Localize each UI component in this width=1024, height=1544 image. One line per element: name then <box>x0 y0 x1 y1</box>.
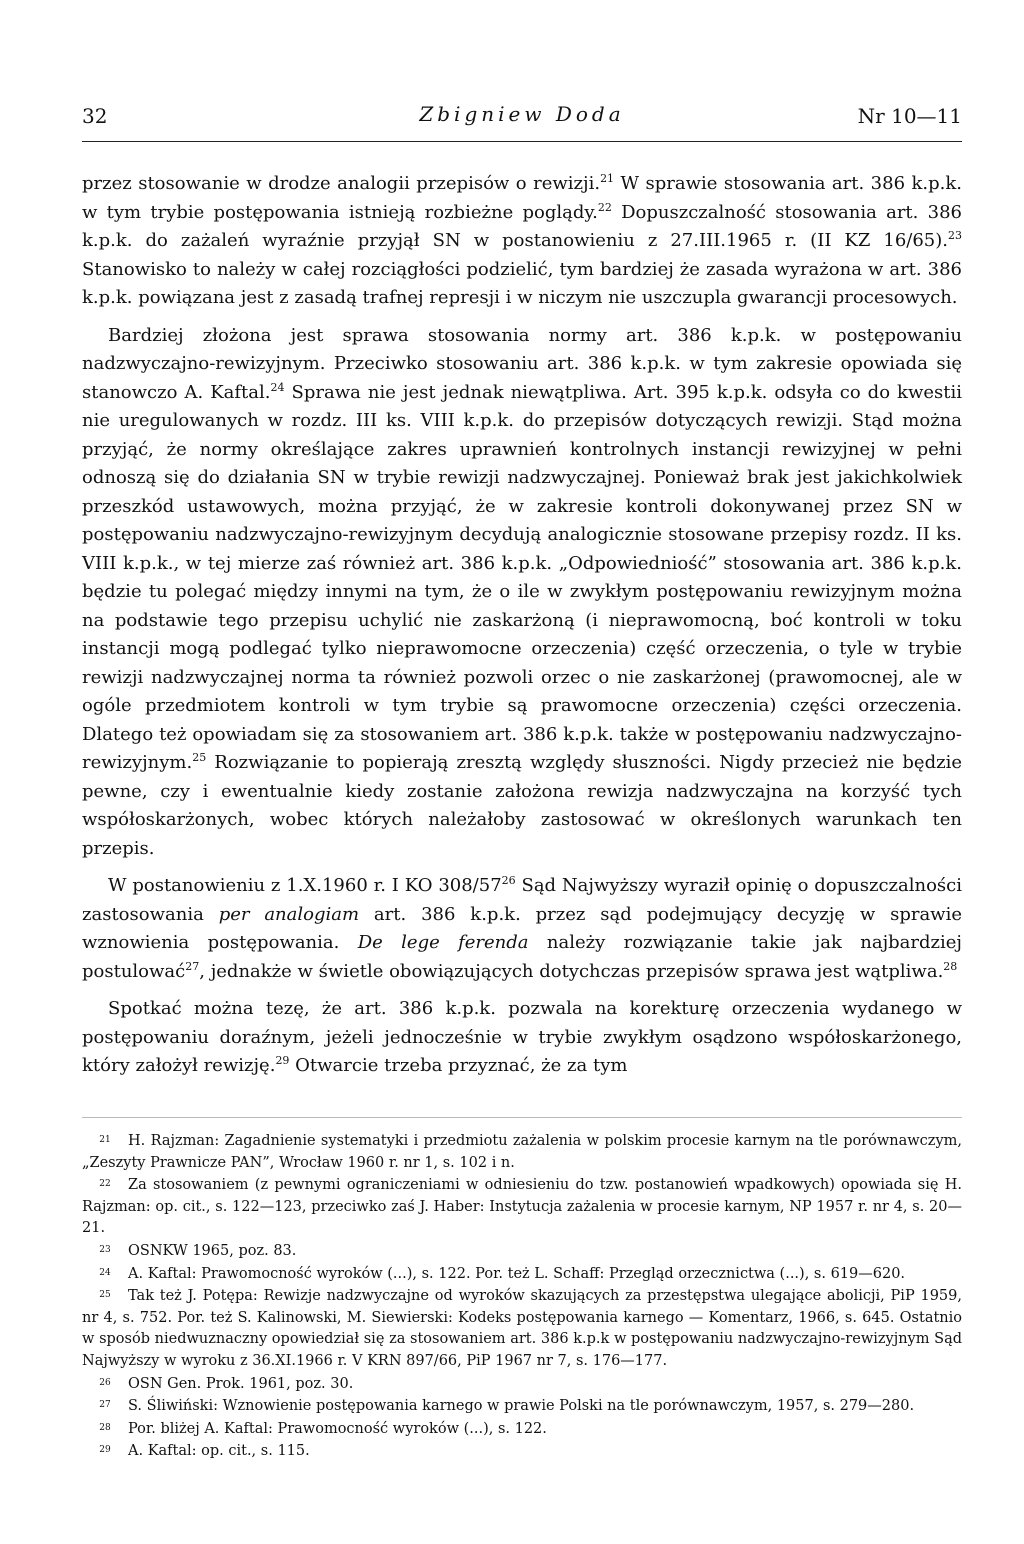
footnote-number: 26 <box>99 1377 111 1388</box>
page-number: 32 <box>82 104 108 128</box>
footnote-ref: 22 <box>597 200 612 214</box>
footnote-text: Tak też J. Potępa: Rewizje nadzwyczajne od wyroków skazujących za przestępstwa ulegające abolicji, PiP 1959, nr 4, s. 752. Por. też S. Kalinowski, M. Siewierski: Kodeks postępowania karnego — Komentarz, 1966, s. 645. Ostatnio w sposób niedwuznaczny opowiedział się za stosowaniem art. 386 k.p.k w postępowaniu nadzwyczajno-rewizyjnym Sąd Najwyższy w wyroku z 36.XI.1966 r. V KRN 897/66, PiP 1967 nr 7, s. 176—177. <box>82 1288 962 1369</box>
footnote <box>82 1418 962 1441</box>
footnote-number: 22 <box>99 1179 111 1190</box>
text-run: Sąd Najwyższy wyraził opinię o dopuszczalności zastosowania <box>82 875 963 925</box>
footnote-number: 21 <box>99 1135 111 1145</box>
text-run: Rozwiązanie to popierają zresztą względy słuszności. Nigdy przecież nie będzie pewne, czy i ewentualnie kiedy zostanie założona rewizja nadzwyczajna na korzyść tych współoskarżonych, wobec których należałoby zastosować w określonych warunkach ten przepis. <box>82 752 962 859</box>
text-run: Otwarcie trzeba przyznać, że za tym <box>289 1055 628 1076</box>
footnotes <box>82 1130 962 1463</box>
main-text <box>82 170 962 1081</box>
italic-term: De lege ferenda <box>357 932 529 953</box>
paragraph-3 <box>82 872 962 986</box>
footnote-number: 28 <box>99 1422 111 1433</box>
paragraph-2 <box>82 322 962 864</box>
text-run: W postanowieniu z 1.X.1960 r. I KO 308/57 <box>108 875 502 896</box>
paragraph-1 <box>82 170 962 313</box>
footnote-text: OSN Gen. Prok. 1961, poz. 30. <box>128 1375 354 1392</box>
footnote-rule <box>82 1117 962 1118</box>
footnote <box>82 1440 962 1463</box>
footnote-ref: 24 <box>270 380 285 394</box>
footnote <box>82 1395 962 1418</box>
footnote-text: Por. bliżej A. Kaftal: Prawomocność wyroków (...), s. 122. <box>128 1420 547 1437</box>
footnote <box>82 1285 962 1372</box>
footnote-ref: 29 <box>275 1054 290 1067</box>
running-author: Zbigniew Doda <box>419 102 625 126</box>
text-run: art. 386 k.p.k. przez sąd podejmujący decyzję w sprawie wznowienia postępowania. <box>82 903 962 953</box>
footnote-ref: 28 <box>943 959 958 973</box>
header-rule <box>82 141 962 142</box>
footnote-number: 27 <box>99 1400 111 1411</box>
footnote-ref: 23 <box>948 229 962 242</box>
footnote-text: Za stosowaniem (z pewnymi ograniczeniami w odniesieniu do tzw. postanowień wpadkowych) opowiada się H. Rajzman: op. cit., s. 122—123, przeciwko zaś J. Haber: Instytucja zażalenia w procesie karnym, NP 1957 r. nr 4, s. 20—21. <box>82 1177 962 1237</box>
footnote-ref: 21 <box>600 172 615 185</box>
footnote <box>82 1373 962 1396</box>
text-run: W sprawie stosowania art. 386 k.p.k. w tym trybie postępowania istnieją rozbieżne poglądy. <box>82 173 963 223</box>
footnote-number: 23 <box>99 1244 111 1255</box>
footnote <box>82 1240 962 1263</box>
footnote <box>82 1174 962 1240</box>
text-run: Dopuszczalność stosowania art. 386 k.p.k. do zażaleń wyraźnie przyjął SN w postanowieniu z 27.III.1965 r. (II KZ 16/65). <box>82 201 962 251</box>
footnote-number: 29 <box>99 1445 111 1456</box>
paragraph-4 <box>82 995 962 1081</box>
text-run: należy rozwiązanie takie jak najbardziej postulować <box>82 932 963 982</box>
footnote <box>82 1263 962 1286</box>
italic-term: per analogiam <box>218 903 360 925</box>
text-run: Stanowisko to należy w całej rozciągłości podzielić, tym bardziej że zasada wyrażona w art. 386 k.p.k. powiązana jest z zasadą trafnej represji i w niczym nie uszczupla gwarancji procesowych. <box>82 258 962 308</box>
text-run: Bardziej złożona jest sprawa stosowania normy art. 386 k.p.k. w postępowaniu nadzwyczajno-rewizyjnym. Przeciwko stosowaniu art. 386 k.p.k. w tym zakresie opowiada się stanowczo A. Kaftal. <box>82 324 962 403</box>
running-header <box>82 96 962 136</box>
footnote-number: 25 <box>99 1290 111 1301</box>
footnote-text: S. Śliwiński: Wznowienie postępowania karnego w prawie Polski na tle porównawczym, 1957, s. 279—280. <box>128 1398 915 1415</box>
footnote-ref: 25 <box>192 751 207 764</box>
issue-number: Nr 10—11 <box>857 104 962 128</box>
footnote <box>82 1130 962 1174</box>
text-run: , jednakże w świetle obowiązujących dotychczas przepisów sprawa jest wątpliwa. <box>199 960 944 982</box>
footnote-text: H. Rajzman: Zagadnienie systematyki i przedmiotu zażalenia w polskim procesie karnym na tle porównawczym, „Zeszyty Prawnicze PAN”, Wrocław 1960 r. nr 1, s. 102 i n. <box>82 1133 962 1171</box>
footnote-ref: 26 <box>501 874 516 887</box>
footnote-ref: 27 <box>185 959 200 973</box>
text-run: przez stosowanie w drodze analogii przepisów o rewizji. <box>82 173 601 194</box>
footnote-text: A. Kaftal: op. cit., s. 115. <box>128 1443 310 1460</box>
text-run: Sprawa nie jest jednak niewątpliwa. Art. 395 k.p.k. odsyła co do kwestii nie uregulowanych w rozdz. III ks. VIII k.p.k. do przepisów dotyczących rewizji. Stąd można przyjąć, że normy określające zakres uprawnień kontrolnych instancji rewizyjnej w pełni odnoszą się do działania SN w trybie rewizji nadzwyczajnej. Ponieważ brak jest jakichkolwiek przeszkód ustawowych, można przyjąć, że w zakresie kontroli dokonywanej przez SN w postępowaniu nadzwyczajno-rewizyjnym decydują analogicznie stosowane przepisy rozdz. II ks. VIII k.p.k., w tej mierze zaś również art. 386 k.p.k. „Odpowiedniość” stosowania art. 386 k.p.k. będzie tu polegać między innymi na tym, że o ile w zwykłym postępowaniu rewizyjnym można na podstawie tego przepisu uchylić nie zaskarżoną (i nieprawomocną, boć kontroli w toku instancji mogą podlegać tylko nieprawomocne orzeczenia) część orzeczenia, o tyle w trybie rewizji nadzwyczajnej norma ta również pozwoli orzec o nie zaskarżonej (prawomocnej, ale w ogóle przedmiotem kontroli w tym trybie są prawomocne orzeczenia) części orzeczenia. Dlatego też opowiadam się za stosowaniem art. 386 k.p.k. także w postępowaniu nadzwyczajno-rewizyjnym. <box>82 381 963 773</box>
text-run: Spotkać można tezę, że art. 386 k.p.k. pozwala na korekturę orzeczenia wydanego w postępowaniu doraźnym, jeżeli jednocześnie w trybie zwykłym osądzono współoskarżonego, który założył rewizję. <box>82 998 962 1076</box>
footnote-text: OSNKW 1965, poz. 83. <box>128 1242 297 1259</box>
footnote-text: A. Kaftal: Prawomocność wyroków (...), s. 122. Por. też L. Schaff: Przegląd orzecznictwa (...), s. 619—620. <box>128 1265 906 1282</box>
footnote-number: 24 <box>99 1267 111 1278</box>
